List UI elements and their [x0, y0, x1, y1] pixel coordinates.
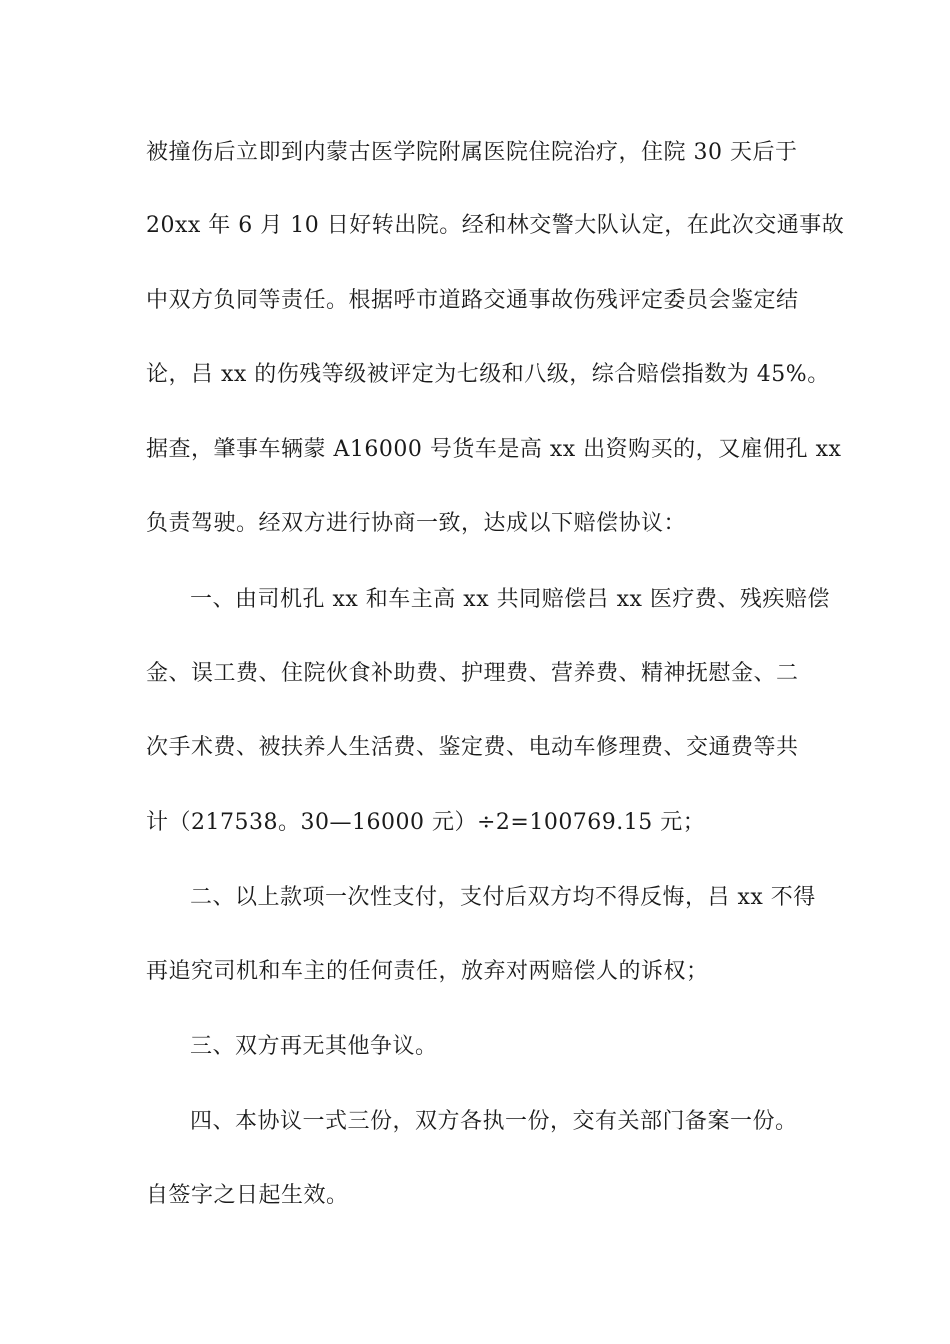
paragraph-line-2: 20xx 年 6 月 10 日好转出院。经和林交警大队认定，在此次交通事故	[146, 213, 845, 238]
clause-one-line-1: 一、由司机孔 xx 和车主高 xx 共同赔偿吕 xx 医疗费、残疾赔偿	[190, 587, 830, 612]
clause-one-line-4: 计（217538。30—16000 元）÷2=100769.15 元；	[146, 810, 706, 835]
clause-two-line-1: 二、以上款项一次性支付，支付后双方均不得反悔，吕 xx 不得	[190, 885, 816, 910]
paragraph-line-3: 中双方负同等责任。根据呼市道路交通事故伤残评定委员会鉴定结	[146, 288, 799, 313]
paragraph-line-1: 被撞伤后立即到内蒙古医学院附属医院住院治疗，住院 30 天后于	[146, 140, 798, 165]
paragraph-line-5: 据查，肇事车辆蒙 A16000 号货车是高 xx 出资购买的，又雇佣孔 xx	[146, 437, 842, 462]
clause-four-line-1: 四、本协议一式三份，双方各执一份，交有关部门备案一份。	[190, 1109, 798, 1134]
clause-one-line-2: 金、误工费、住院伙食补助费、护理费、营养费、精神抚慰金、二	[146, 661, 799, 686]
paragraph-line-6: 负责驾驶。经双方进行协商一致，达成以下赔偿协议：	[146, 511, 687, 536]
clause-two-line-2: 再追究司机和车主的任何责任，放弃对两赔偿人的诉权；	[146, 959, 709, 984]
clause-one-line-3: 次手术费、被扶养人生活费、鉴定费、电动车修理费、交通费等共	[146, 735, 799, 760]
paragraph-line-4: 论，吕 xx 的伤残等级被评定为七级和八级，综合赔偿指数为 45%。	[146, 362, 830, 387]
clause-four-line-2: 自签字之日起生效。	[146, 1183, 349, 1208]
clause-three-line: 三、双方再无其他争议。	[190, 1034, 438, 1059]
